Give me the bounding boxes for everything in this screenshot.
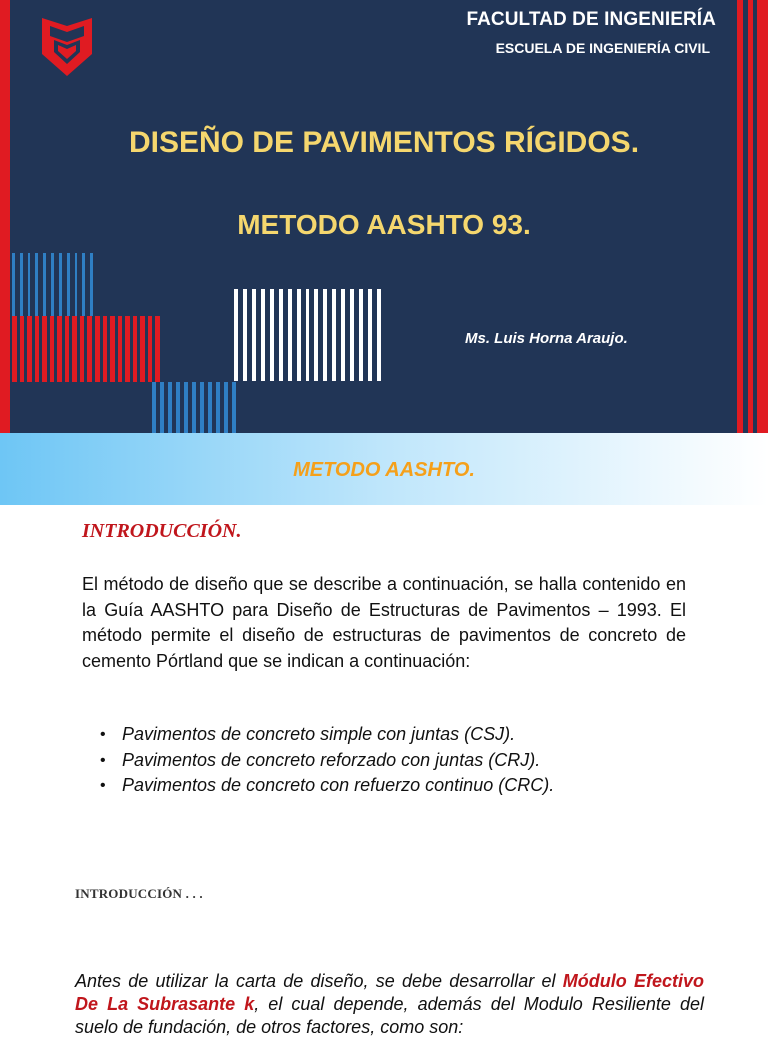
stripe xyxy=(57,316,62,382)
list-item: • Pavimentos de concreto con refuerzo continuo (CRC). xyxy=(100,773,554,799)
stripe xyxy=(341,289,345,381)
stripe xyxy=(297,289,301,381)
stripe xyxy=(59,253,62,316)
stripe xyxy=(125,316,130,382)
stripe xyxy=(192,382,196,433)
stripe xyxy=(50,316,55,382)
stripe xyxy=(314,289,318,381)
stripe xyxy=(200,382,204,433)
stripe xyxy=(323,289,327,381)
stripe xyxy=(103,316,108,382)
red-stripes xyxy=(12,316,163,382)
white-stripes xyxy=(234,289,386,381)
section-header-title: METODO AASHTO. xyxy=(293,459,475,481)
stripe xyxy=(95,316,100,382)
stripe xyxy=(368,289,372,381)
presentation-subtitle: METODO AASHTO 93. xyxy=(237,209,531,240)
list-item: • Pavimentos de concreto reforzado con juntas (CRJ). xyxy=(100,748,554,774)
stripe xyxy=(140,316,145,382)
stripe xyxy=(118,316,123,382)
stripe xyxy=(350,289,354,381)
stripe xyxy=(168,382,172,433)
presentation-title: DISEÑO DE PAVIMENTOS RÍGIDOS. xyxy=(128,126,640,159)
stripe xyxy=(82,253,85,316)
stripe xyxy=(133,316,138,382)
stripe xyxy=(176,382,180,433)
faculty-title: FACULTAD DE INGENIERÍA xyxy=(466,9,716,30)
stripe xyxy=(359,289,363,381)
stripe xyxy=(43,253,46,316)
stripe xyxy=(42,316,47,382)
stripe xyxy=(27,316,32,382)
subgrade-paragraph: Antes de utilizar la carta de diseño, se debe desarrollar el Módulo Efectivo De La Subrasante k, el cual depende, además del Modulo Resiliente del suelo de fundación, de otros factores, como son: xyxy=(75,971,705,1037)
stripe xyxy=(67,253,70,316)
stripe xyxy=(160,382,164,433)
stripe xyxy=(148,316,153,382)
stripe xyxy=(252,289,256,381)
stripe xyxy=(35,253,38,316)
stripe xyxy=(243,289,247,381)
stripe xyxy=(152,382,156,433)
bullet-icon: • xyxy=(100,726,106,743)
stripe xyxy=(184,382,188,433)
stripe xyxy=(332,289,336,381)
author-name: Ms. Luis Horna Araujo. xyxy=(465,330,628,347)
stripe xyxy=(90,253,93,316)
stripe xyxy=(261,289,265,381)
stripe xyxy=(75,253,78,316)
pavement-types-list xyxy=(100,722,554,799)
stripe xyxy=(377,289,381,381)
stripe xyxy=(20,253,23,316)
subgrade-modulus-term: Módulo Efectivo De La Subrasante k xyxy=(75,971,705,1014)
bullet-icon: • xyxy=(100,777,106,794)
school-subtitle: ESCUELA DE INGENIERÍA CIVIL xyxy=(495,40,710,56)
stripe xyxy=(80,316,85,382)
stripe xyxy=(87,316,92,382)
introduction-continued-heading: INTRODUCCIÓN . . . xyxy=(75,886,203,901)
blue-stripes-bottom xyxy=(152,382,240,433)
stripe xyxy=(224,382,228,433)
stripe xyxy=(20,316,25,382)
stripe xyxy=(208,382,212,433)
stripe xyxy=(35,316,40,382)
stripe xyxy=(270,289,274,381)
stripe xyxy=(110,316,115,382)
introduction-heading: INTRODUCCIÓN. xyxy=(82,520,242,542)
stripe xyxy=(12,316,17,382)
stripe xyxy=(155,316,160,382)
stripe xyxy=(216,382,220,433)
blue-stripes-top xyxy=(12,253,98,316)
stripe xyxy=(51,253,54,316)
stripe xyxy=(28,253,31,316)
stripe xyxy=(65,316,70,382)
stripe xyxy=(306,289,310,381)
bullet-icon: • xyxy=(100,751,106,769)
university-shield-logo-icon xyxy=(40,14,94,78)
stripe xyxy=(232,382,236,433)
stripe xyxy=(234,289,238,381)
stripe xyxy=(72,316,77,382)
introduction-paragraph: El método de diseño que se describe a continuación, se halla contenido en la Guía AASHTO para Diseño de Estructuras de Pavimentos – 1993. El método permite el diseño de estructuras de pavimentos de concreto de cemento Pórtland que se indican a continuación: xyxy=(82,574,686,671)
stripe xyxy=(12,253,15,316)
title-slide xyxy=(0,0,768,433)
stripe xyxy=(288,289,292,381)
stripe xyxy=(279,289,283,381)
list-item: • Pavimentos de concreto simple con juntas (CSJ). xyxy=(100,722,554,748)
